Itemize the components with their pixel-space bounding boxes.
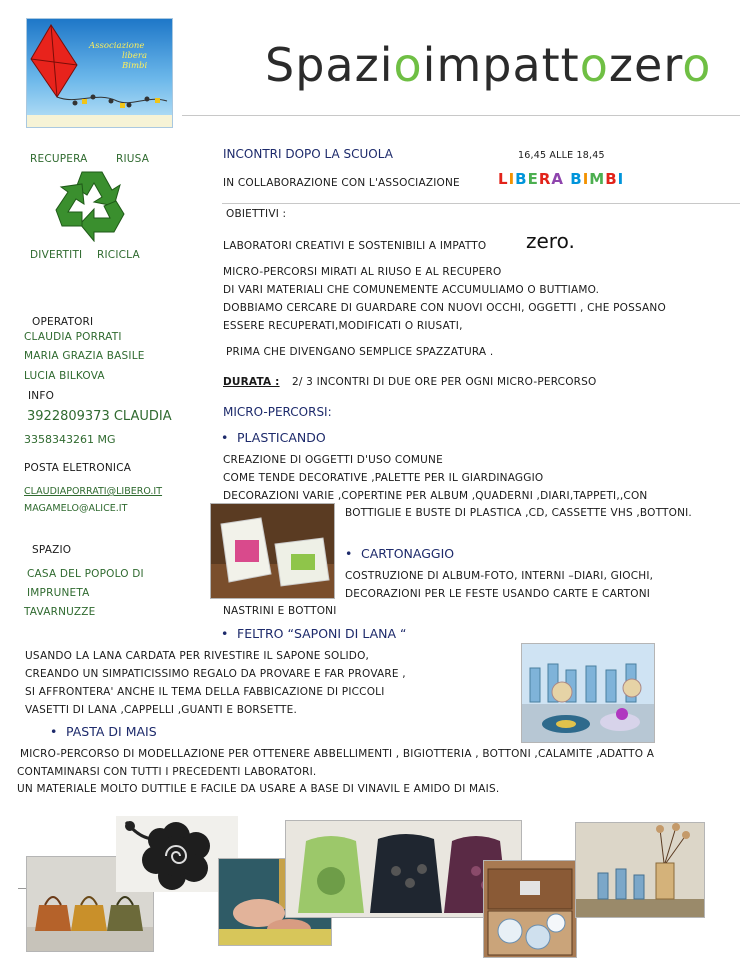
feltro-line-4: VASETTI DI LANA ,CAPPELLI ,GUANTI E BORSETTE. [25,704,298,716]
logo-name-text: libera Bimbi [122,51,148,71]
pasta-line-3: UN MATERIALE MOLTO DUTTILE E FACILE DA USARE A BASE DI VINAVIL E AMIDO DI MAIS. [17,783,500,795]
wordmark-letter: B [515,170,528,188]
wordmark-letter: L [498,170,509,188]
wordmark-letter: I [508,170,516,188]
title-part-6: o [682,38,712,92]
lab-line: LABORATORI CREATIVI E SOSTENIBILI A IMPATTO [223,240,487,252]
recycle-ricicla: RICICLA [97,249,140,261]
recycle-recupera: RECUPERA [30,153,88,165]
recycle-icon [54,166,130,242]
plasticando-line-1: CREAZIONE DI OGGETTI D'USO COMUNE [223,454,443,466]
wordmark-letter: B [605,170,618,188]
wordmark-letter: I [582,170,590,188]
collab-divider [222,203,740,204]
bottom-divider [18,888,26,889]
wordmark-letter: E [527,170,539,188]
wordmark-letter: R [538,170,552,188]
email-heading: POSTA ELETRONICA [24,462,132,474]
durata-text: 2/ 3 INCONTRI DI DUE ORE PER OGNI MICRO-PERCORSO [292,376,597,388]
zero-word: zero. [526,229,575,253]
info-heading: INFO [28,390,55,402]
pasta-title: • PASTA DI MAIS [50,724,157,739]
libera-bimbi-logo [26,18,173,128]
operator-2: MARIA GRAZIA BASILE [24,350,145,362]
operator-1: CLAUDIA PORRATI [24,331,122,343]
wordmark-letter: I [617,170,625,188]
cartonaggio-line-2: DECORAZIONI PER LE FESTE USANDO CARTE E CARTONI [345,588,651,600]
operator-3: LUCIA BILKOVA [24,370,105,382]
wordmark-letter: A [551,170,565,188]
space-line-2: IMPRUNETA [27,587,90,599]
space-line-3: TAVARNUZZE [24,606,96,618]
decorated-bottles-photo [521,643,655,743]
title-part-2: o [393,38,423,92]
plasticando-line-2: COME TENDE DECORATIVE ,PALETTE PER IL GIARDINAGGIO [223,472,544,484]
micro-line-1: MICRO-PERCORSI MIRATI AL RIUSO E AL RECUPERO [223,266,502,278]
wordmark-letter: B [570,170,583,188]
objectives-label: OBIETTIVI : [226,208,287,220]
phone-claudia: 3922809373 CLAUDIA [27,409,172,424]
collaboration-text: IN COLLABORAZIONE CON L'ASSOCIAZIONE [223,177,460,189]
email-mg[interactable]: MAGAMELO@ALICE.IT [24,503,128,514]
suitcase-photo [483,860,577,958]
micropercorsi-heading: MICRO-PERCORSI: [223,405,332,419]
micro-line-4: ESSERE RECUPERATI,MODIFICATI O RIUSATI, [223,320,463,332]
page-title [265,38,711,92]
title-part-3: impatt [422,38,580,92]
feltro-line-2: CREANDO UN SIMPATICISSIMO REGALO DA PROVARE E FAR PROVARE , [25,668,406,680]
libera-bimbi-wordmark [498,170,624,188]
title-part-5: zer [608,38,683,92]
plasticando-title: • PLASTICANDO [221,430,326,445]
cartonaggio-title: • CARTONAGGIO [345,546,454,561]
prima-line: PRIMA CHE DIVENGANO SEMPLICE SPAZZATURA . [226,346,494,358]
durata-label: DURATA : [223,376,280,388]
cartonaggio-line-3: NASTRINI E BOTTONI [223,605,337,617]
recycle-divertiti: DIVERTITI [30,249,83,261]
operators-heading: OPERATORI [32,316,94,328]
pasta-line-2: CONTAMINARSI CON TUTTI I PRECEDENTI LABORATORI. [17,766,317,778]
feltro-title: • FELTRO “SAPONI DI LANA “ [221,626,406,641]
title-part-1: Spazi [265,38,394,92]
phone-mg: 3358343261 MG [24,433,116,446]
hours-text: 16,45 ALLE 18,45 [518,150,605,161]
plastic-bags-photo [210,503,335,599]
space-heading: SPAZIO [32,544,72,556]
vase-bottles-photo [575,822,705,918]
title-divider [182,115,740,116]
title-part-4: o [579,38,609,92]
email-claudia[interactable]: CLAUDIAPORRATI@LIBERO.IT [24,486,163,497]
plasticando-line-3: DECORAZIONI VARIE ,COPERTINE PER ALBUM ,QUADERNI ,DIARI,TAPPETI,,CON [223,490,648,502]
micro-line-2: DI VARI MATERIALI CHE COMUNEMENTE ACCUMULIAMO O BUTTIAMO. [223,284,600,296]
recycle-riusa: RIUSA [116,153,150,165]
cartonaggio-line-1: COSTRUZIONE DI ALBUM-FOTO, INTERNI –DIARI, GIOCHI, [345,570,654,582]
wordmark-letter: M [589,170,606,188]
section-heading: INCONTRI DOPO LA SCUOLA [223,147,393,161]
feltro-line-3: SI AFFRONTERA' ANCHE IL TEMA DELLA FABBICAZIONE DI PICCOLI [25,686,385,698]
space-line-1: CASA DEL POPOLO DI [27,568,144,580]
pasta-line-1: MICRO-PERCORSO DI MODELLAZIONE PER OTTENERE ABBELLIMENTI , BIGIOTTERIA , BOTTONI ,CALAMITE ,ADATTO A [20,748,655,760]
feltro-line-1: USANDO LA LANA CARDATA PER RIVESTIRE IL SAPONE SOLIDO, [25,650,370,662]
plasticando-line-4: BOTTIGLIE E BUSTE DI PLASTICA ,CD, CASSETTE VHS ,BOTTONI. [345,507,692,519]
logo-association-text: Associazione [89,41,145,51]
micro-line-3: DOBBIAMO CERCARE DI GUARDARE CON NUOVI OCCHI, OGGETTI , CHE POSSANO [223,302,666,314]
